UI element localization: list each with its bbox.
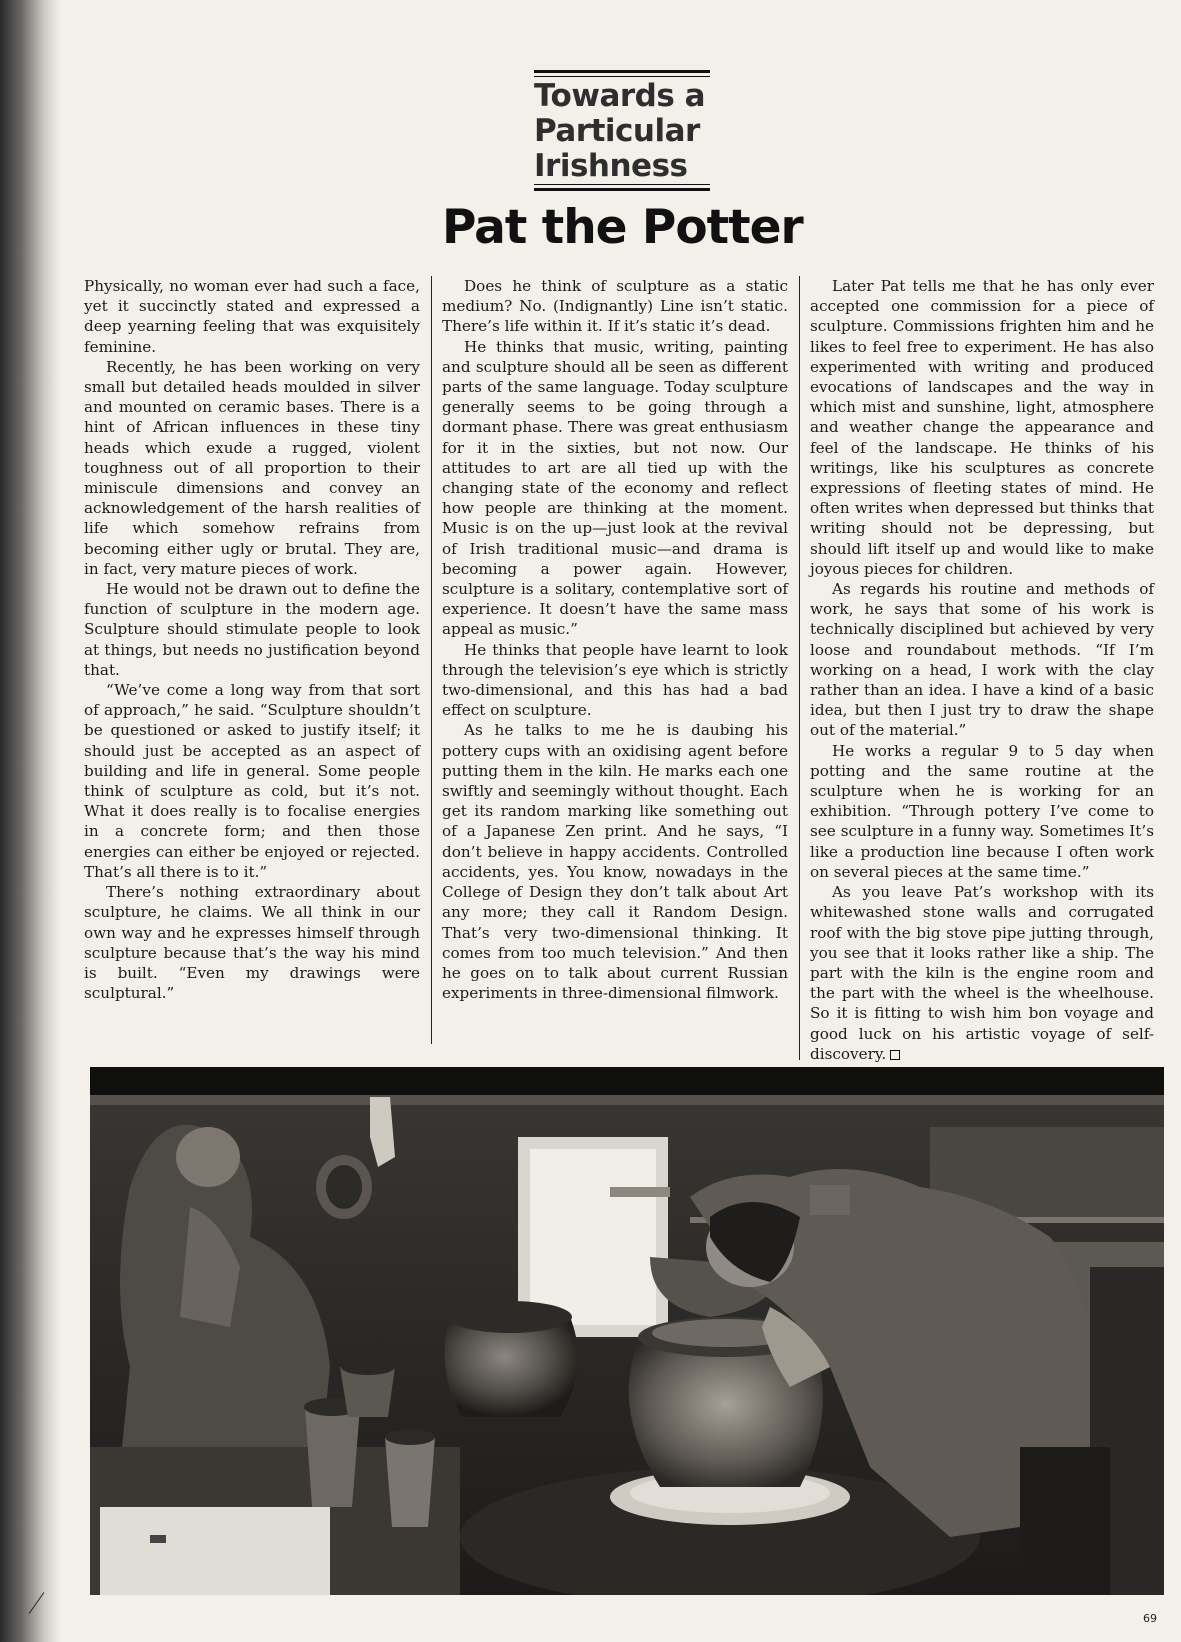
paragraph [810,882,1154,1064]
paragraph-text: As you leave Pat’s workshop with its whitewashed stone walls and corrugated roof with the big stove pipe jutting through, you see that it looks rather like a ship. The part with the kiln is the engine room and the part with the wheel is the wheelhouse. So it is fitting to wish him bon voyage and good luck on his artistic voyage of self-discovery. [810,883,1154,1063]
column-rule [799,276,800,1060]
paragraph: As he talks to me he is daubing his pottery cups with an oxidising agent before putting them in the kiln. He marks each one swiftly and seemingly without thought. Each get its random marking like something out of a Japanese Zen print. And he says, “I don’t believe in happy accidents. Controlled accidents, yes. You know, nowadays in the College of Design they don’t talk about Art any more; they call it Random Design. That’s very two-dimensional thinking. It comes from too much television.” And then he goes on to talk about current Russian experiments in three-dimensional filmwork. [442,721,788,1003]
article-column-1 [84,276,420,1003]
paragraph: Recently, he has been working on very small but detailed heads moulded in silver and mounted on ceramic bases. There is a hint of African influences in these tiny heads which exude a rugged, violent toughness out of all proportion to their miniscule dimensions and convey an acknowledgement of the harsh realities of life which somehow refrains from becoming either ugly or brutal. They are, in fact, very mature pieces of work. [84,357,420,578]
paragraph: Does he think of sculpture as a static medium? No. (Indignantly) Line isn’t static. There’s life within it. If it’s static it’s dead. [442,277,788,336]
article-column-2 [442,276,788,1003]
paragraph: “We’ve come a long way from that sort of approach,” he said. “Sculpture shouldn’t be questioned or asked to justify itself; it should just be accepted as an aspect of building and life in general. Some people think of sculpture as cold, but it’s not. What it does really is to focalise energies in a concrete form; and then those energies can either be enjoyed or rejected. That’s all there is to it.” [84,681,420,881]
end-mark-icon [890,1050,900,1060]
column-rule [431,276,432,1044]
paragraph: There’s nothing extraordinary about sculpture, he claims. We all think in our own way and he expresses himself through sculpture because that’s the way his mind is built. “Even my drawings were sculptural.” [84,883,420,1003]
page-number: 69 [1143,1612,1157,1625]
section-kicker: Towards a Particular Irishness [534,78,706,184]
paragraph: He thinks that people have learnt to look through the television’s eye which is strictly two-dimensional, and this has had a bad effect on sculpture. [442,640,788,720]
paragraph: He works a regular 9 to 5 day when potting and the same routine at the sculpture when he is working for an exhibition. “Through pottery I’ve come to see sculpture in a funny way. Sometimes It’s like a production line because I often work on several pieces at the same time.” [810,741,1154,881]
section-kicker-box [534,70,710,191]
paragraph: As regards his routine and methods of work, he says that some of his work is technically disciplined but achieved by very loose and roundabout methods. “If I’m working on a head, I work with the clay rather than an idea. I have a kind of a basic idea, but then I just try to draw the shape out of the material.” [810,580,1154,740]
potter-at-wheel-photo [90,1067,1164,1595]
paragraph: He would not be drawn out to define the function of sculpture in the modern age. Sculpture should stimulate people to look at things, but needs no justification beyond that. [84,580,420,679]
paragraph: Physically, no woman ever had such a face, yet it succinctly stated and expressed a deep yearning feeling that was exquisitely feminine. [84,277,420,356]
page-gutter-shadow [0,0,60,1642]
article-column-3 [810,276,1154,1064]
paragraph: He thinks that music, writing, painting and sculpture should all be seen as different parts of the same language. Today sculpture generally seems to be going through a dormant phase. There was great enthusiasm for it in the sixties, but not now. Our attitudes to art are all tied up with the changing state of the economy and reflect how people are thinking at the moment. Music is on the up—just look at the revival of Irish traditional music—and drama is becoming a power again. However, sculpture is a solitary, contemplative sort of experience. It doesn’t have the same mass appeal as music.” [442,337,788,639]
article-title: Pat the Potter [442,200,803,255]
paragraph: Later Pat tells me that he has only ever accepted one commission for a piece of sculpture. Commissions frighten him and he likes to feel free to experiment. He has also experimented with writing and produced evocations of landscapes and the way in which mist and sunshine, light, atmosphere and weather change the appearance and feel of the landscape. He thinks of his writings, like his sculptures as concrete expressions of fleeting states of mind. He often writes when depressed but thinks that writing should not be depressing, but should lift itself up and would like to make joyous pieces for children. [810,277,1154,578]
